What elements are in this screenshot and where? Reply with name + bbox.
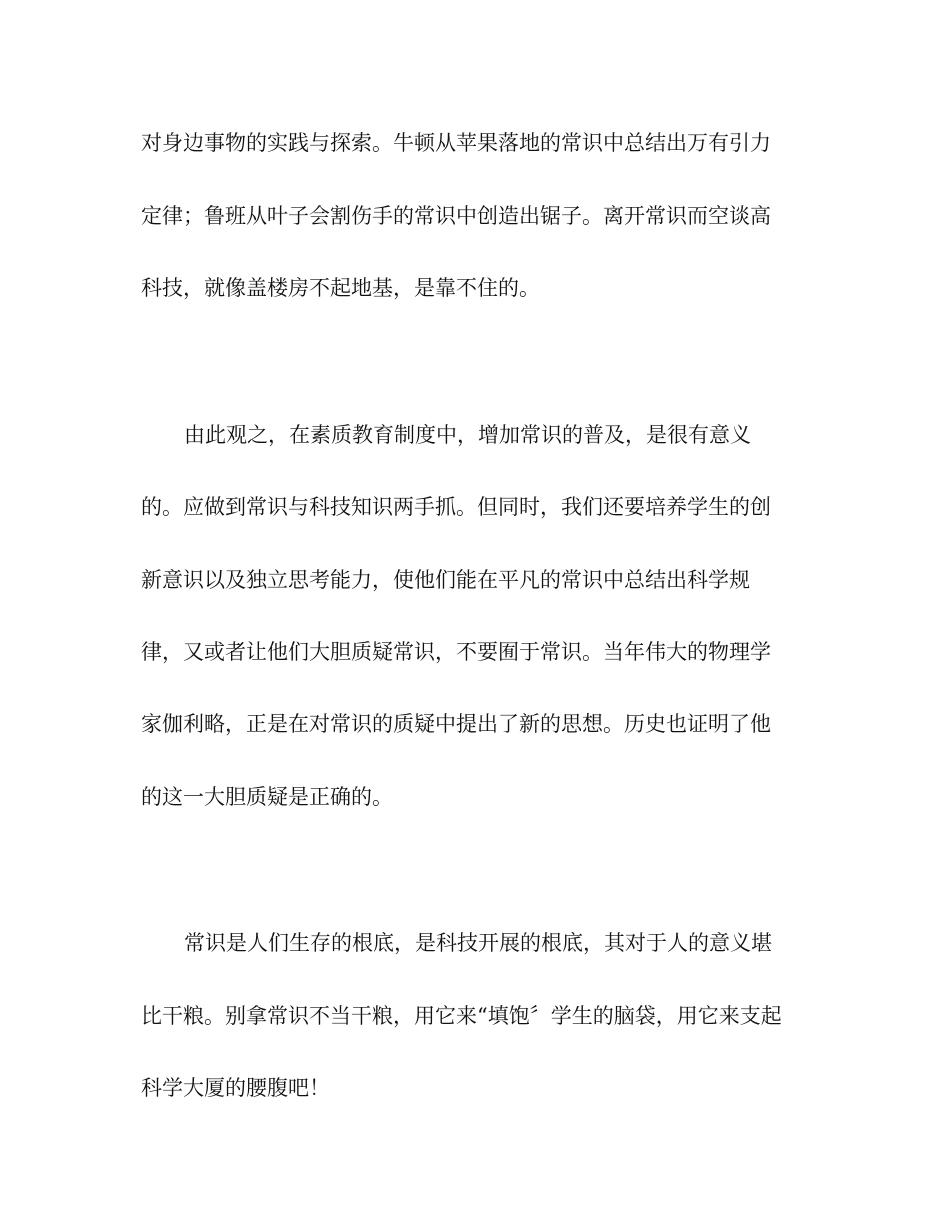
text-line: 常识是人们生存的根底，是科技开展的根底，其对于人的意义堪 xyxy=(184,931,772,955)
text-line: 由此观之，在素质教育制度中，增加常识的普及，是很有意义 xyxy=(184,423,751,447)
text-line: 新意识以及独立思考能力，使他们能在平凡的常识中总结出科学规 xyxy=(141,568,750,592)
text-line: 比干粮。别拿常识不当干粮，用它来“填饱〞学生的脑袋，用它来支起 xyxy=(141,1004,782,1028)
text-line: 律，又或者让他们大胆质疑常识，不要囿于常识。当年伟大的物理学 xyxy=(141,640,771,664)
text-line: 科学大厦的腰腹吧！ xyxy=(141,1076,330,1100)
text-line: 的这一大胆质疑是正确的。 xyxy=(141,785,393,809)
text-line: 的。应做到常识与科技知识两手抓。但同时，我们还要培养学生的创 xyxy=(141,495,771,519)
text-line: 家伽利略，正是在对常识的质疑中提出了新的思想。历史也证明了他 xyxy=(141,712,771,736)
text-line: 定律；鲁班从叶子会割伤手的常识中创造出锯子。离开常识而空谈高 xyxy=(141,204,771,228)
text-line: 对身边事物的实践与探索。牛顿从苹果落地的常识中总结出万有引力 xyxy=(141,131,771,155)
text-line: 科技，就像盖楼房不起地基，是靠不住的。 xyxy=(141,276,540,300)
